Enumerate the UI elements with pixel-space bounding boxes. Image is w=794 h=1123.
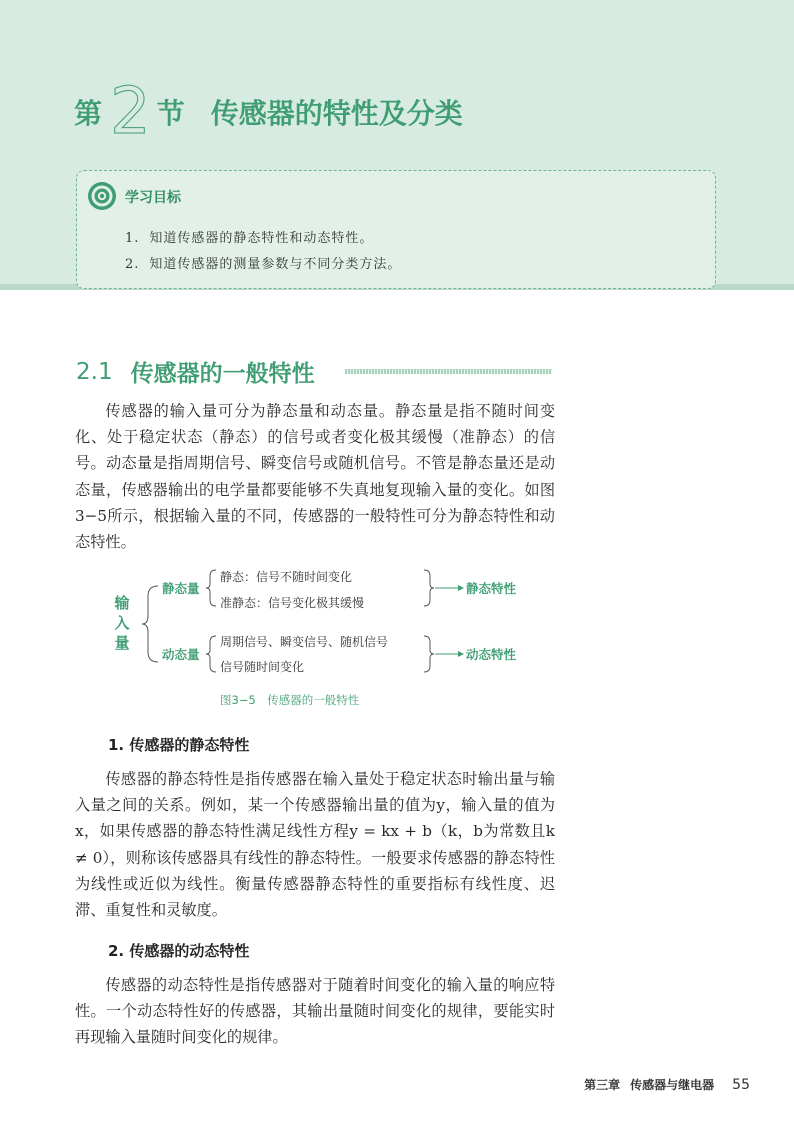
figure-caption: 图3−5 传感器的一般特性 — [220, 693, 360, 707]
root-char: 量 — [114, 634, 130, 652]
classification-diagram — [100, 560, 560, 690]
static-close-brace — [424, 570, 434, 606]
goal-number: 2. — [125, 257, 140, 272]
dynamic-item: 信号随时间变化 — [220, 660, 305, 674]
page-number: 55 — [732, 1077, 750, 1093]
dynamic-paragraph — [75, 972, 555, 1051]
static-label: 静态量 — [162, 581, 200, 596]
dynamic-label: 动态量 — [162, 647, 200, 662]
static-item: 准静态：信号变化极其缓慢 — [220, 596, 365, 610]
goal-text: 知道传感器的测量参数与不同分类方法。 — [149, 257, 402, 272]
dynamic-text: 传感器的动态特性是指传感器对于随着时间变化的输入量的响应特性。一个动态特性好的传感器，其输出量随时间变化的规律，要能实时再现输入量随时间变化的规律。 — [75, 976, 555, 1047]
goal-item — [125, 253, 401, 272]
footer-chapter: 第三章 — [584, 1078, 621, 1092]
static-result: 静态特性 — [466, 581, 517, 596]
goal-text: 知道传感器的静态特性和动态特性。 — [149, 231, 374, 246]
target-icon — [87, 181, 117, 211]
dynamic-arrow-head — [458, 651, 464, 657]
intro-text: 传感器的输入量可分为静态量和动态量。静态量是指不随时间变化、处于稳定状态（静态）的信号或者变化极其缓慢（准静态）的信号。动态量是指周期信号、瞬变信号或随机信号。不管是静态量还是动态量，传感器输出的电学量都要能够不失真地复现输入量的变化。如图3−5所示，根据输入量的不同，传感器的一般特性可分为静态特性和动态特性。 — [75, 402, 555, 552]
goal-item — [125, 227, 373, 246]
footer-chapter-title: 传感器与继电器 — [630, 1078, 715, 1092]
root-char: 输 — [114, 594, 130, 612]
section-heading-rule — [345, 369, 552, 374]
subheading-dynamic: 2. 传感器的动态特性 — [108, 942, 250, 960]
root-brace — [142, 586, 158, 662]
section-prefix: 第 — [74, 97, 103, 130]
subheading-static: 1. 传感器的静态特性 — [108, 736, 250, 754]
static-paragraph — [75, 766, 555, 923]
static-text: 传感器的静态特性是指传感器在输入量处于稳定状态时输出量与输入量之间的关系。例如，某一个传感器输出量的值为y，输入量的值为x，如果传感器的静态特性满足线性方程y = kx + b（k，b为常数且k ≠ 0），则称该传感器具有线性的静态特性。一般要求传感器的静态特性为线性或近似为线性。衡量传感器静态特性的重要指标有线性度、迟滞、重复性和灵敏度。 — [75, 770, 555, 920]
learning-goals-title: 学习目标 — [125, 190, 181, 206]
dynamic-result: 动态特性 — [466, 647, 517, 662]
static-brace — [206, 570, 216, 606]
goal-number: 1. — [125, 231, 140, 246]
dynamic-item: 周期信号、瞬变信号、随机信号 — [220, 635, 389, 649]
learning-goals-box — [76, 170, 716, 289]
section-heading-title: 传感器的一般特性 — [130, 361, 315, 387]
section-heading — [76, 355, 315, 388]
dynamic-close-brace — [424, 636, 434, 672]
static-arrow-head — [458, 585, 464, 591]
section-suffix: 节 — [156, 97, 185, 130]
root-char: 入 — [114, 614, 130, 632]
section-heading-number: 2.1 — [76, 358, 113, 385]
section-number: 2 — [110, 75, 151, 149]
intro-paragraph — [75, 398, 555, 555]
page-title — [74, 64, 463, 154]
static-item: 静态：信号不随时间变化 — [220, 570, 353, 584]
page-footer — [584, 1076, 750, 1093]
dynamic-brace — [206, 636, 216, 672]
section-title-text: 传感器的特性及分类 — [210, 97, 463, 130]
